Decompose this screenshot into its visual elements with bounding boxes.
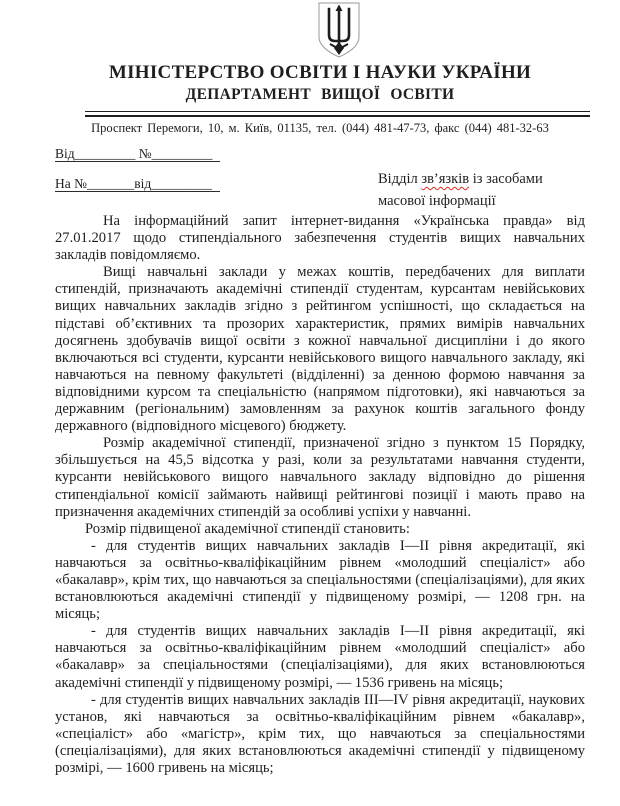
recipient-text-suffix: із засобами масової інформації	[378, 171, 543, 209]
letter-body	[55, 213, 585, 777]
letterhead-divider	[85, 111, 590, 117]
department-name: ДЕПАРТАМЕНТ ВИЩОЇ ОСВІТИ	[185, 86, 455, 103]
recipient-block	[378, 169, 590, 212]
outgoing-ref-line	[55, 146, 220, 162]
ministry-name: МІНІСТЕРСТВО ОСВІТИ І НАУКИ УКРАЇНИ	[108, 62, 532, 83]
paragraph-intro: На інформаційний запит інтернет-видання «Українська правда» від 27.01.2017 щодо стипендіального забезпечення студентів вищих навчальних закладів повідомляємо.	[55, 213, 585, 264]
paragraph-assignment-rules: Вищі навчальні заклади у межах коштів, передбачених для виплати стипендій, призначають академічні стипендії студентам, курсантам невійськових вищих навчальних закладів згідно з рейтингом успішності, що складається на підставі об’єктивних та прозорих характеристик, прямих вимірів навчальних досягнень здобувачів вищої освіти з кожної навчальної дисципліни і до якого включаються всі студенти, курсанти невійськового вищого навчального закладу, які навчаються на певному факультеті (відділенні) за денною формою навчання за відповідними курсом та спеціальністю (напрямом підготовки), які навчаються за державним (регіональним) замовленням за рахунок коштів загального фонду державного (відповідного місцевого) бюджету.	[55, 264, 585, 435]
list-item-stipend-1600: - для студентів вищих навчальних закладів III—IV рівня акредитації, наукових установ, які навчаються за освітньо-кваліфікаційним рівнем «бакалавр», «спеціаліст» або «магістр», крім тих, що навчаються за спеціальностями (спеціалізаціями), для яких встановлюються академічні стипендії у підвищеному розмірі, — 1600 гривень на місяць;	[55, 691, 585, 776]
recipient-spellcheck-word: зв’язків	[421, 171, 470, 187]
paragraph-increased-stipend-intro: Розмір підвищеної академічної стипендії становить:	[85, 520, 410, 537]
list-item-stipend-1208: - для студентів вищих навчальних закладів I—II рівня акредитації, які навчаються за освітньо-кваліфікаційним рівнем «молодший спеціаліст» або «бакалавр», крім тих, що навчаються за спеціальностями (спеціалізаціями), для яких встановлюються академічні стипендії у підвищеному розмірі, — 1208 грн. на місяць;	[55, 537, 585, 623]
address-line: Проспект Перемоги, 10, м. Київ, 01135, тел. (044) 481-47-73, факс (044) 481-32-63	[91, 121, 549, 135]
incoming-ref-blanks: На №_______від_________	[55, 176, 220, 192]
ukraine-trident-emblem-icon	[316, 2, 362, 58]
recipient-text-prefix: Відділ	[378, 171, 418, 187]
incoming-ref-line	[55, 176, 220, 192]
paragraph-increase-45-5: Розмір академічної стипендії, призначеної згідно з пунктом 15 Порядку, збільшується на 45,5 відсотка у разі, коли за результатами навчання студенти, курсанти невійськового вищого навчального закладу відповідно до рішення стипендіальної комісії займають найвищі рейтингові позиції і мають право на призначення академічних стипендій за особливі успіхи у навчанні.	[55, 435, 585, 520]
list-item-stipend-1536: - для студентів вищих навчальних закладів I—II рівня акредитації, які навчаються за освітньо-кваліфікаційним рівнем «молодший спеціаліст» або «бакалавр» за спеціальностями (спеціалізаціями), для яких встановлюються академічні стипендії у підвищеному розмірі, — 1536 гривень на місяць;	[55, 623, 585, 691]
outgoing-ref-blanks: Від_________ №_________	[55, 146, 220, 162]
